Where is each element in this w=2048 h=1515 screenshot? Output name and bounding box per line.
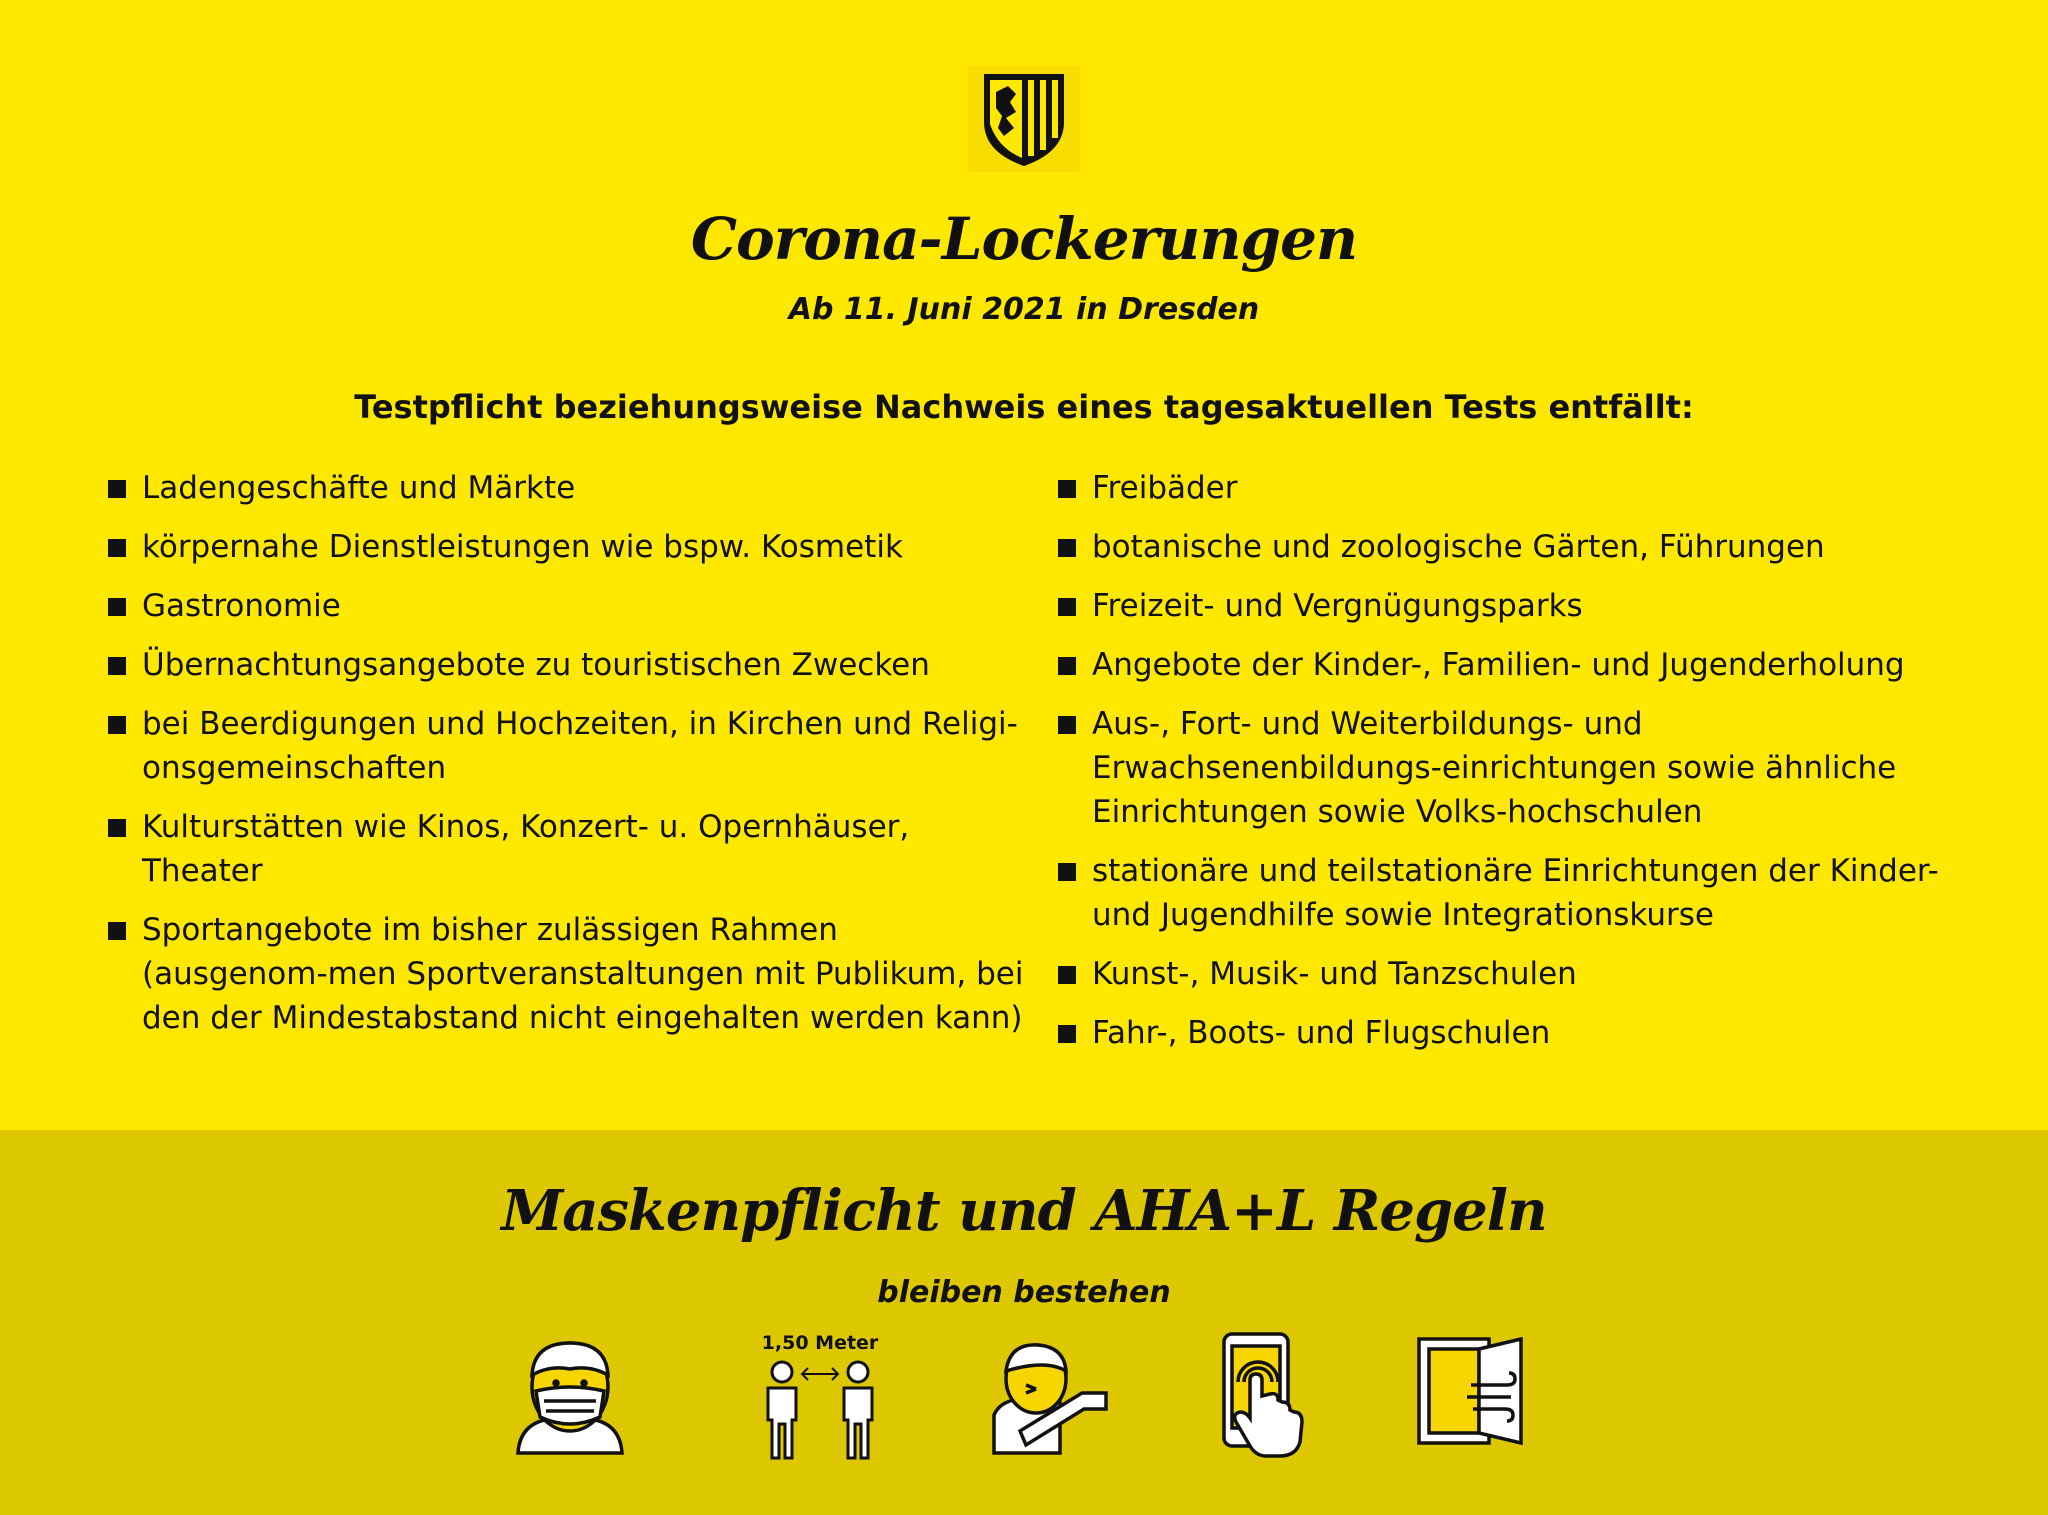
ventilation-icon (1415, 1335, 1525, 1447)
mask-icon (510, 1335, 630, 1455)
list-item: Kulturstätten wie Kinos, Konzert- u. Opernhäuser, Theater (108, 805, 1028, 893)
list-item: Aus-, Fort- und Weiterbildungs- und Erwachsenenbildungs-einrichtungen sowie ähnliche Einrichtungen sowie Volks-hochschulen (1058, 702, 1988, 834)
square-bullet-icon (1058, 480, 1076, 498)
page-title: Corona-Lockerungen (690, 205, 1358, 273)
right-list (1058, 466, 1988, 1070)
list-item: Übernachtungsangebote zu touristischen Zwecken (108, 643, 1028, 687)
list-item: Gastronomie (108, 584, 1028, 628)
list-item: Freibäder (1058, 466, 1988, 510)
footer-subtitle: bleiben bestehen (877, 1275, 1171, 1310)
list-item: Angebote der Kinder-, Familien- und Jugenderholung (1058, 643, 1988, 687)
list-item: Kunst-, Musik- und Tanzschulen (1058, 952, 1988, 996)
list-item: bei Beerdigungen und Hochzeiten, in Kirchen und Religi-onsgemeinschaften (108, 702, 1028, 790)
left-list (108, 466, 1028, 1055)
square-bullet-icon (1058, 657, 1076, 675)
list-item: stationäre und teilstationäre Einrichtungen der Kinder- und Jugendhilfe sowie Integrationskurse (1058, 849, 1988, 937)
square-bullet-icon (108, 716, 126, 734)
section-heading: Testpflicht beziehungsweise Nachweis eines tagesaktuellen Tests entfällt: (354, 388, 1694, 426)
list-item: Sportangebote im bisher zulässigen Rahmen (ausgenom-men Sportveranstaltungen mit Publikum, bei den der Mindestabstand nicht eingehalten werden kann) (108, 908, 1028, 1040)
sneeze-elbow-icon (990, 1335, 1110, 1455)
dresden-coat-of-arms-logo (968, 66, 1080, 172)
square-bullet-icon (108, 657, 126, 675)
square-bullet-icon (1058, 716, 1076, 734)
list-item: Fahr-, Boots- und Flugschulen (1058, 1011, 1988, 1055)
page-subtitle: Ab 11. Juni 2021 in Dresden (788, 292, 1260, 327)
square-bullet-icon (1058, 863, 1076, 881)
contact-app-icon (1220, 1330, 1320, 1460)
square-bullet-icon (1058, 966, 1076, 984)
square-bullet-icon (108, 598, 126, 616)
list-item: Ladengeschäfte und Märkte (108, 466, 1028, 510)
footer-panel (0, 1130, 2048, 1515)
square-bullet-icon (1058, 1025, 1076, 1043)
list-item: botanische und zoologische Gärten, Führungen (1058, 525, 1988, 569)
footer-title: Maskenpflicht und AHA+L Regeln (501, 1178, 1547, 1244)
square-bullet-icon (108, 819, 126, 837)
list-item: Freizeit- und Vergnügungsparks (1058, 584, 1988, 628)
distance-icon (760, 1332, 880, 1462)
square-bullet-icon (108, 539, 126, 557)
square-bullet-icon (1058, 598, 1076, 616)
square-bullet-icon (1058, 539, 1076, 557)
distance-label: 1,50 Meter (761, 1332, 879, 1354)
list-item: körpernahe Dienstleistungen wie bspw. Kosmetik (108, 525, 1028, 569)
square-bullet-icon (108, 480, 126, 498)
square-bullet-icon (108, 922, 126, 940)
